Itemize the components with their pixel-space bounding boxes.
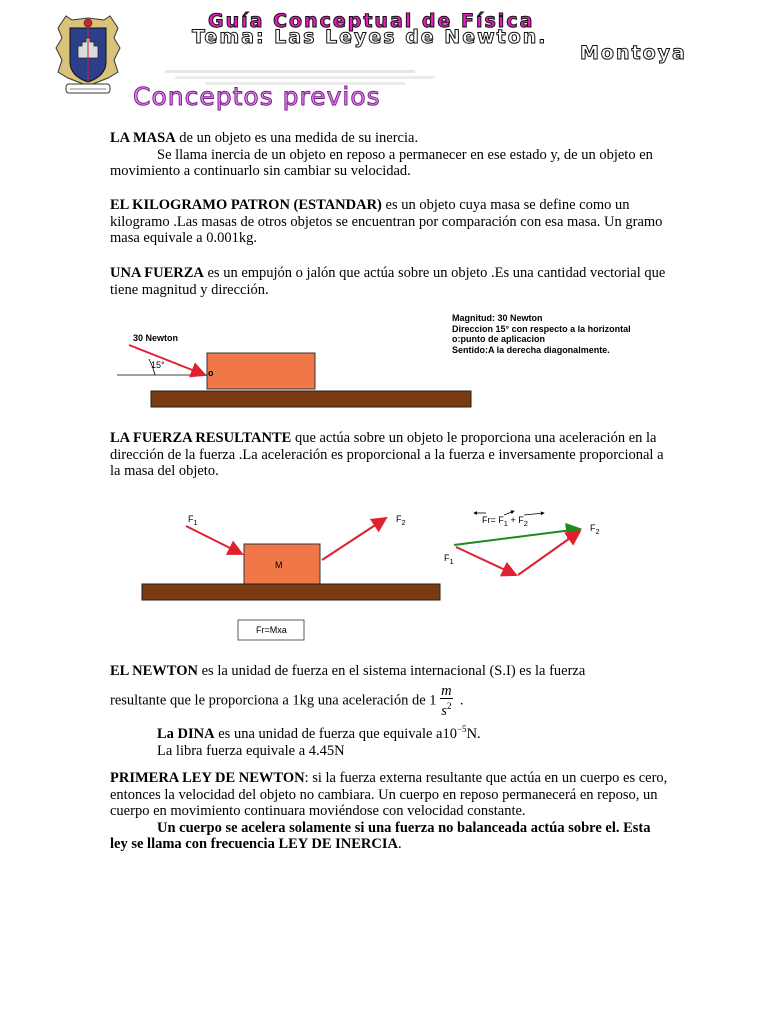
fuerza-text: es un empujón o jalón que actúa sobre un objeto .Es una cantidad vectorial que tiene magnitud y dirección. [110,265,666,298]
desc-line2: Direccion 15° con respecto a la horizontal [452,323,631,334]
desc-line1: Magnitud: 30 Newton [452,313,543,323]
primera-ley-paragraph [110,770,670,853]
application-point-label: o [208,368,214,378]
primera-ley-term: PRIMERA LEY DE NEWTON [110,770,305,786]
primera-ley-bold-text: Un cuerpo se acelera solamente si una fuerza no balanceada actúa sobre el. Esta ley se llama con frecuencia LEY DE INERCIA [110,819,651,852]
vector-f1-label: $F_1$ [444,553,454,566]
masa-text: de un objeto es una medida de su inercia. [175,130,419,146]
kilogramo-text: es un objeto cuya masa se define como un kilogramo .Las masas de otros objetos se encuentran por comparación con esa masa. Un gramo masa equivale a 0.001kg. [110,197,663,246]
resultant-arrow [454,529,580,545]
f1-label: $F_1$ [188,514,198,527]
fuerza-term: UNA FUERZA [110,265,204,281]
f2-label: $F_2$ [396,514,406,527]
primera-ley-end: . [397,836,402,852]
vector-sum-diagram [438,505,613,585]
dina-exponent: −5 [456,724,467,735]
force-f2-arrow [322,518,386,560]
masa-term: LA MASA [110,130,176,146]
force-description [452,313,631,355]
school-crest-logo [50,14,126,96]
newton-text2: resultante que le proporciona a 1kg una aceleración de 1 [110,691,437,708]
section-heading: Conceptos previos [133,82,381,111]
masa-paragraph [110,130,670,180]
desc-line3: o:punto de aplicacion [452,334,546,344]
block-1 [207,353,315,389]
header-title-line3: Montoya [580,42,687,64]
newton-term: EL NEWTON [110,663,198,679]
header-title-line2: Tema: Las Leyes de Newton. [192,26,548,48]
dina-term: La DINA [157,726,215,743]
fuerza-paragraph [110,265,670,298]
newton-paragraph [110,663,670,759]
kilogramo-paragraph [110,197,670,247]
force-arrow-30n [129,345,205,375]
floor-1 [151,391,471,407]
dina-unit: N. [466,726,481,743]
resultant-force-diagram [138,500,448,645]
libra-text: La libra fuerza equivale a 4.45N [157,742,345,759]
resultante-paragraph [110,430,670,480]
desc-line4: Sentido:A la derecha diagonalmente. [452,344,610,355]
force-f1-arrow [186,526,242,554]
force-label: 30 Newton [133,333,179,343]
vector-f1-arrow [456,547,516,575]
acceleration-unit: $\frac{m}{s^2}$ [441,682,452,719]
newton-text1: es la unidad de fuerza en el sistema internacional (S.I) es la fuerza [197,663,586,679]
vector-sum-label: $Fr= F_1 + F_2$ [482,515,528,528]
floor-2 [142,584,440,600]
kilogramo-term: EL KILOGRAMO PATRON (ESTANDAR) [110,197,382,213]
newton-end: . [459,691,464,708]
vector-f2-arrow [518,531,580,575]
header-title-line1: Guía Conceptual de Física [208,10,535,32]
mass-label: M [275,560,283,570]
primera-ley-text: : si la fuerza externa resultante que actúa en un cuerpo es cero, entonces la velocidad del objeto no cambiara. Un cuerpo en reposo permanecerá en reposo, un cuerpo en movimiento continuara moviéndose con velocidad constante. [110,770,668,819]
resultante-text: que actúa sobre un objeto le proporciona una aceleración en la dirección de la fuerza .La aceleración es proporcional a la fuerza e inversamente proporcional a la masa del objeto. [110,430,664,479]
resultante-term: LA FUERZA RESULTANTE [110,430,292,446]
angle-label: 15° [151,360,165,370]
vector-f2-label: $F_2$ [590,523,600,536]
inercia-text: Se llama inercia de un objeto en reposo a permanecer en ese estado y, de un objeto en movimiento a continuarlo sin cambiar su velocidad. [110,146,653,179]
force-diagram [115,305,475,410]
dina-text: es una unidad de fuerza que equivale a10 [214,726,457,743]
formula-label: Fr=Mxa [256,625,287,635]
